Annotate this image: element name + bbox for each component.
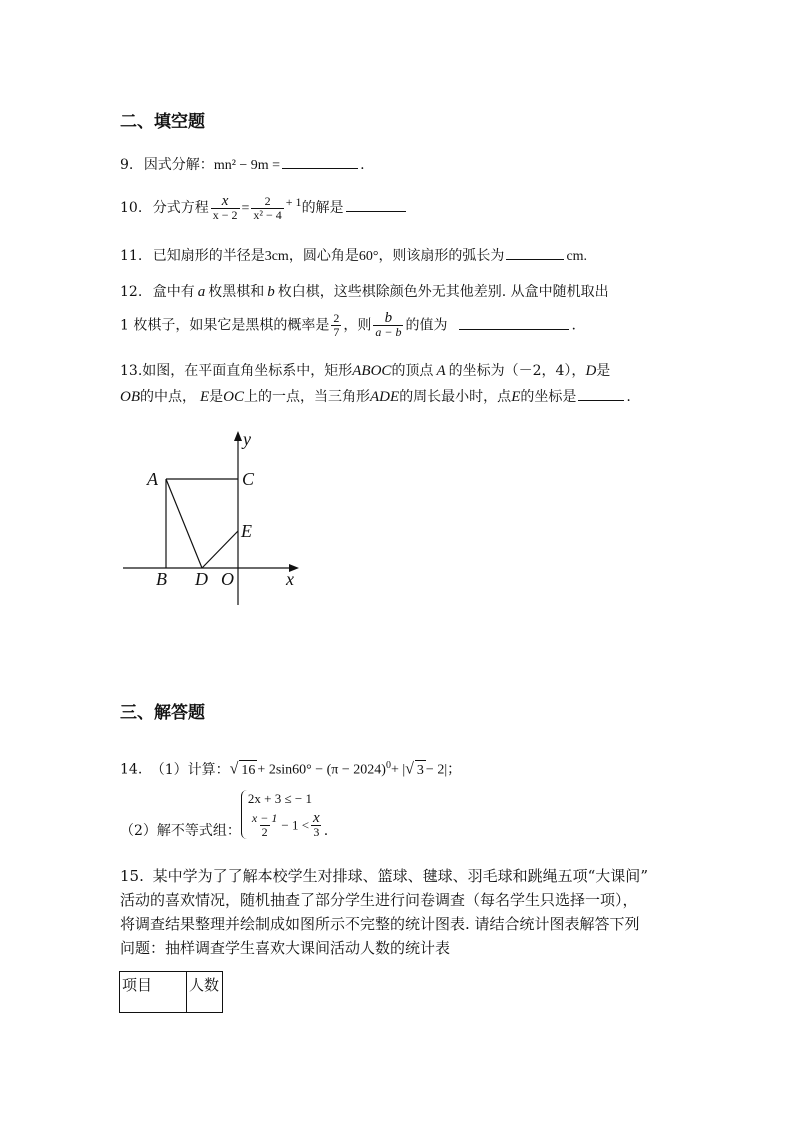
q13-coordinate-figure bbox=[115, 425, 315, 610]
question-13-line-1 bbox=[120, 361, 610, 381]
segment-de bbox=[202, 531, 238, 568]
q13-point-d: D bbox=[585, 363, 597, 379]
question-10 bbox=[120, 192, 408, 222]
q14-expr-2: + | bbox=[390, 762, 406, 778]
q11-number: 11. bbox=[120, 248, 143, 264]
q13-text: 的周长最小时，点 bbox=[399, 389, 512, 405]
label-c: C bbox=[242, 469, 255, 489]
q12-text: 枚黑棋和 bbox=[208, 284, 265, 300]
q11-text-2: ，圆心角是 bbox=[288, 248, 359, 264]
y-axis-arrow bbox=[234, 431, 242, 441]
section-title-solve: 三、解答题 bbox=[120, 703, 205, 723]
q10-number: 10. bbox=[120, 200, 143, 216]
q13-point-e: E bbox=[200, 389, 210, 405]
question-11 bbox=[120, 245, 587, 267]
question-12-line-1 bbox=[120, 282, 609, 302]
question-15-line-2: 活动的喜欢情况，随机抽查了部分学生进行问卷调查（每名学生只选择一项）， bbox=[120, 891, 638, 909]
q13-text: 是 bbox=[596, 363, 611, 379]
q14-frac-left: $\frac{x - 1}{2}$ bbox=[251, 810, 278, 839]
q14-part1-label: （1）计算： bbox=[150, 761, 230, 778]
table-row bbox=[120, 972, 223, 1013]
q9-number: 9. bbox=[120, 157, 134, 173]
q10-fraction-2: $\frac{2}{\text{x² − 4}}$ bbox=[253, 193, 282, 222]
q12-text: 枚白棋，这些棋除颜色外无其他差别. 从盒中随机取出 bbox=[277, 284, 609, 300]
q14-inequality-1: 2x + 3 ≤ − 1 bbox=[247, 790, 312, 806]
q14-semicolon: ； bbox=[447, 761, 462, 778]
q11-text-3: ，则该扇形的弧长为 bbox=[378, 248, 505, 264]
q14-part2-label: （2）解不等式组： bbox=[120, 823, 241, 839]
q11-angle: 60° bbox=[358, 249, 379, 264]
q11-unit: cm. bbox=[566, 249, 588, 264]
q14-sqrt-sign: √ bbox=[405, 760, 414, 778]
q11-text-1: 已知扇形的半径是 bbox=[152, 248, 265, 264]
q12-end: . bbox=[571, 317, 576, 334]
q14-number: 14. bbox=[120, 761, 143, 778]
q14-ineq-mid: − 1 < bbox=[281, 817, 310, 832]
q14-inequality-2 bbox=[248, 809, 324, 839]
q12-number: 12. bbox=[120, 284, 143, 300]
q13-segment-ob: OB bbox=[120, 389, 140, 405]
q14-inequality-system bbox=[241, 790, 324, 839]
q14-expr-3: − 2| bbox=[425, 762, 448, 778]
question-15-line-1 bbox=[120, 866, 648, 886]
q9-text: 因式分解： bbox=[143, 157, 214, 173]
q9-end: . bbox=[360, 157, 365, 173]
q13-triangle: ADE bbox=[370, 389, 400, 405]
label-e: E bbox=[241, 521, 252, 541]
label-y: y bbox=[243, 429, 251, 449]
q12-text: 盒中有 bbox=[152, 284, 195, 300]
q14-sqrt-16: 16 bbox=[239, 760, 257, 781]
q9-expression: mn² − 9m = bbox=[213, 158, 281, 173]
q12-var-b: b bbox=[267, 284, 275, 300]
label-a: A bbox=[147, 469, 158, 489]
q12-text: ，则 bbox=[343, 317, 372, 334]
label-o: O bbox=[221, 569, 234, 589]
q10-tail: 的解是 bbox=[301, 200, 344, 216]
q12-text: 的值为 bbox=[405, 317, 448, 334]
q13-text: 的坐标为（－2，4）， bbox=[448, 363, 586, 379]
label-d: D bbox=[195, 569, 208, 589]
q13-point-e: E bbox=[511, 389, 521, 405]
q15-text: 某中学为了了解本校学生对排球、篮球、毽球、羽毛球和跳绳五项“大课间” bbox=[152, 867, 648, 885]
q11-answer-blank bbox=[506, 245, 564, 260]
q11-radius: 3cm bbox=[264, 249, 289, 264]
q14-frac-right: $\frac{x}{3}$ bbox=[313, 809, 320, 839]
q14-sqrt-3: 3 bbox=[415, 760, 426, 781]
q13-text: 的顶点 bbox=[391, 363, 434, 379]
q12-var-a: a bbox=[197, 284, 206, 300]
table-header-item: 项目 bbox=[120, 972, 187, 1013]
q15-statistics-table bbox=[119, 971, 223, 1013]
q12-probability-fraction: $\frac{2}{7}$ bbox=[333, 311, 340, 339]
question-13-line-2 bbox=[120, 386, 631, 407]
q13-text: 如图，在平面直角坐标系中，矩形 bbox=[142, 363, 353, 379]
q14-sqrt-sign: √ bbox=[229, 760, 239, 778]
q13-text: 上的一点，当三角形 bbox=[244, 389, 371, 405]
q13-segment-oc: OC bbox=[223, 389, 245, 405]
segment-ad bbox=[166, 479, 202, 568]
label-x: x bbox=[286, 569, 294, 589]
question-14-part-1 bbox=[120, 756, 461, 781]
q13-text: 是 bbox=[209, 389, 224, 405]
q13-end: . bbox=[626, 389, 631, 405]
q10-fraction-1: $\frac{x}{x - 2}$ bbox=[212, 192, 238, 222]
q13-point-a: A bbox=[436, 363, 446, 379]
q14-expr-1: + 2sin60° − (π − 2024) bbox=[257, 762, 386, 778]
q10-text: 分式方程 bbox=[152, 200, 209, 216]
question-15-line-3: 将调查结果整理并绘制成如图所示不完整的统计图表. 请结合统计图表解答下列 bbox=[120, 915, 640, 933]
q10-equals: = bbox=[241, 201, 250, 216]
q12-text: 1 枚棋子，如果它是黑棋的概率是 bbox=[120, 317, 330, 334]
question-12-line-2 bbox=[120, 312, 576, 339]
q10-plus-one: + 1 bbox=[285, 195, 302, 209]
q13-text: 的坐标是 bbox=[520, 389, 577, 405]
q9-answer-blank bbox=[282, 154, 358, 169]
q14-exponent: 0 bbox=[385, 760, 391, 771]
q13-text: 的中点， bbox=[140, 389, 196, 405]
question-14-part-2 bbox=[120, 787, 328, 841]
q12-answer-blank bbox=[459, 315, 569, 330]
q13-number: 13. bbox=[120, 363, 143, 379]
section-title-fill-blank: 二、填空题 bbox=[120, 112, 205, 132]
q14-end: . bbox=[323, 823, 329, 839]
q15-number: 15. bbox=[120, 867, 144, 885]
q10-answer-blank bbox=[346, 197, 406, 212]
question-9 bbox=[120, 154, 365, 176]
q13-rect-name: ABOC bbox=[352, 363, 392, 379]
label-b: B bbox=[156, 569, 167, 589]
q12-target-fraction: $\frac{b}{a - b}$ bbox=[375, 310, 402, 339]
table-header-count: 人数 bbox=[187, 972, 223, 1013]
q13-answer-blank bbox=[578, 386, 624, 401]
question-15-line-4: 问题：抽样调查学生喜欢大课间活动人数的统计表 bbox=[120, 939, 451, 957]
